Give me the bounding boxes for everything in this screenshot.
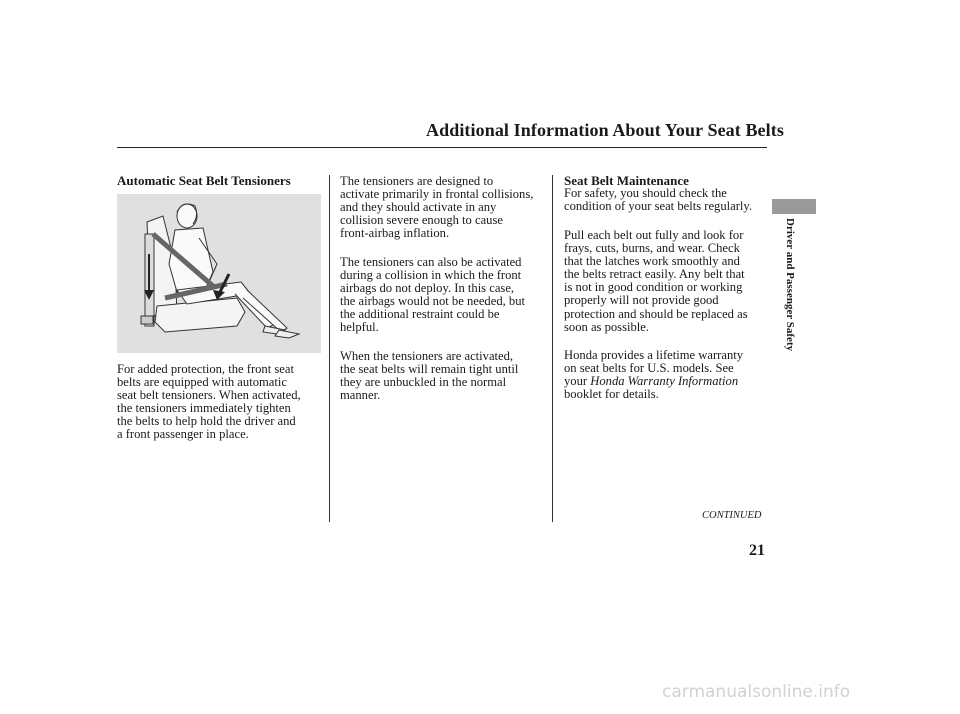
warranty-booklet-title: Honda Warranty Information	[590, 374, 739, 389]
text-line: soon as possible.	[564, 319, 650, 334]
text-line: For safety, you should check the	[564, 186, 727, 200]
text-line: For added protection, the front seat	[117, 362, 294, 376]
tensioners-design-paragraph	[340, 175, 533, 240]
seated-passenger-image	[117, 194, 321, 353]
maintenance-check-paragraph	[564, 187, 752, 213]
text-line: the belts to help hold the driver and	[117, 414, 296, 429]
text-line: booklet for details.	[564, 387, 659, 402]
text-line: front-airbag inflation.	[340, 226, 450, 241]
text-line: The tensioners are designed to	[340, 174, 494, 188]
text-line: condition of your seat belts regularly.	[564, 199, 753, 214]
maintenance-heading: Seat Belt Maintenance	[564, 173, 689, 188]
tensioners-heading: Automatic Seat Belt Tensioners	[117, 173, 291, 188]
continued-label: CONTINUED	[702, 510, 762, 521]
section-side-label: Driver and Passenger Safety	[784, 218, 796, 352]
text-line: that the latches work smoothly and	[564, 254, 740, 269]
seat-belt-illustration	[117, 194, 321, 353]
text-line: collision severe enough to cause	[340, 213, 503, 228]
section-tab-marker	[772, 199, 816, 214]
text-line: the seat belts will remain tight until	[340, 362, 519, 377]
title-rule	[117, 147, 767, 148]
text-line: Honda provides a lifetime warranty	[564, 348, 744, 362]
maintenance-inspect-paragraph	[564, 229, 748, 334]
text-line: the tensioners immediately tighten	[117, 401, 291, 416]
text-line: is not in good condition or working	[564, 280, 743, 295]
text-line: manner.	[340, 388, 381, 403]
tensioners-no-airbag-paragraph	[340, 256, 525, 335]
text-line: airbags do not deploy. In this case,	[340, 281, 515, 296]
text-line: helpful.	[340, 320, 379, 335]
text-line: activate primarily in frontal collisions,	[340, 187, 534, 202]
text-line: during a collision in which the front	[340, 268, 522, 283]
text-line: the airbags would not be needed, but	[340, 294, 526, 309]
text-line: protection and should be replaced as	[564, 306, 748, 321]
column-divider-left	[329, 175, 330, 522]
text-line: the additional restraint could be	[340, 307, 500, 322]
warranty-your-text: your	[564, 374, 588, 389]
tensioners-intro-paragraph	[117, 363, 301, 442]
text-line: they are unbuckled in the normal	[340, 375, 507, 390]
column-divider-right	[552, 175, 553, 522]
page-title: Additional Information About Your Seat Belts	[426, 120, 784, 140]
text-line: and they should activate in any	[340, 200, 497, 215]
text-line: When the tensioners are activated,	[340, 349, 514, 363]
text-line: the belts retract easily. Any belt that	[564, 267, 745, 282]
text-line: seat belt tensioners. When activated,	[117, 388, 301, 403]
watermark: carmanualsonline.info	[662, 682, 851, 702]
page-number: 21	[749, 542, 765, 559]
text-line: on seat belts for U.S. models. See	[564, 361, 734, 376]
text-line: belts are equipped with automatic	[117, 375, 287, 390]
text-line: frays, cuts, burns, and wear. Check	[564, 241, 740, 256]
text-line: a front passenger in place.	[117, 427, 249, 442]
text-line: properly will not provide good	[564, 293, 719, 308]
text-line: Pull each belt out fully and look for	[564, 228, 744, 242]
tensioners-activated-paragraph	[340, 350, 518, 402]
text-line: The tensioners can also be activated	[340, 255, 522, 269]
warranty-paragraph	[564, 349, 743, 401]
